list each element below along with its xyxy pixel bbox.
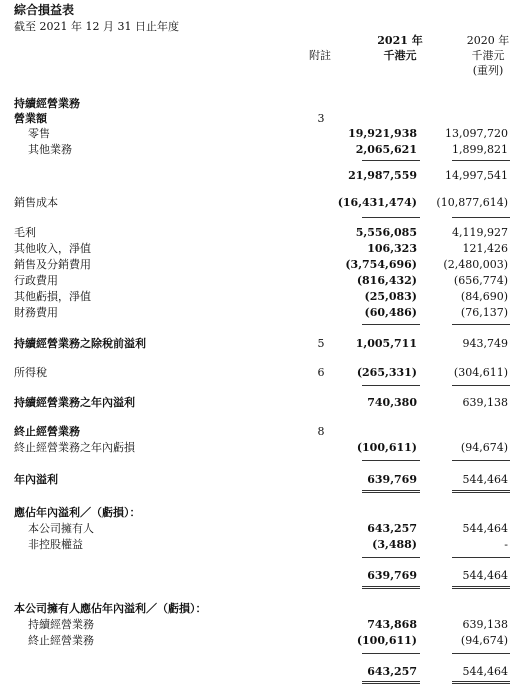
row-selling-label: 銷售及分銷費用: [14, 258, 91, 271]
section-discontinued: 終止經營業務: [14, 425, 80, 438]
year-2021-unit: 千港元: [383, 49, 417, 62]
row-own-total-2020: 544,464: [462, 665, 508, 678]
row-other-loss-2021: (25,083): [364, 290, 417, 303]
discontinued-note: 8: [317, 425, 325, 438]
double-rule: [362, 681, 420, 684]
section-revenue: 營業額: [14, 112, 47, 125]
row-pbt-note: 5: [317, 337, 325, 350]
statement-title: 綜合損益表: [14, 3, 75, 17]
row-pbt-2021: 1,005,711: [355, 337, 417, 350]
year-2021-header: 2021 年: [377, 34, 423, 47]
statement-period: 截至 2021 年 12 月 31 日止年度: [14, 20, 179, 33]
year-2020-unit: 千港元: [471, 49, 505, 62]
row-retail-2021: 19,921,938: [348, 127, 417, 140]
row-owners-2021: 643,257: [367, 522, 417, 535]
section-owners-attributable: 本公司擁有人應佔年內溢利／（虧損）：: [14, 602, 207, 615]
row-admin-2021: (816,432): [356, 274, 417, 287]
rule: [452, 324, 510, 325]
row-cost-of-sales-2020: (10,877,614): [436, 196, 508, 209]
rule: [362, 217, 420, 218]
rule: [452, 217, 510, 218]
row-tax-note: 6: [317, 366, 325, 379]
year-2020-restated: (重列): [472, 64, 504, 77]
row-other-business-label: 其他業務: [28, 143, 72, 156]
rule: [452, 557, 510, 558]
row-year-profit-2020: 544,464: [462, 473, 508, 486]
double-rule: [452, 586, 510, 589]
row-admin-2020: (656,774): [453, 274, 508, 287]
row-finance-label: 財務費用: [14, 306, 58, 319]
row-year-profit-label: 年內溢利: [14, 473, 58, 486]
row-tax-2021: (265,331): [356, 366, 417, 379]
rule: [362, 653, 420, 654]
revenue-note: 3: [317, 112, 325, 125]
rule: [362, 385, 420, 386]
row-year-profit-2021: 639,769: [367, 473, 417, 486]
row-cost-of-sales-2021: (16,431,474): [337, 196, 417, 209]
row-other-business-2021: 2,065,621: [355, 143, 417, 156]
row-gross-profit-2021: 5,556,085: [355, 226, 417, 239]
row-owners-label: 本公司擁有人: [28, 522, 94, 535]
row-own-cont-label: 持續經營業務: [28, 618, 94, 631]
row-tax-2020: (304,611): [453, 366, 508, 379]
row-pbt-2020: 943,749: [462, 337, 508, 350]
rule: [452, 653, 510, 654]
rule: [362, 324, 420, 325]
double-rule: [362, 490, 420, 493]
row-finance-2020: (76,137): [460, 306, 508, 319]
row-own-disc-2021: (100,611): [356, 634, 417, 647]
row-attrib-total-2021: 639,769: [367, 569, 417, 582]
section-attributable: 應佔年內溢利／（虧損）：: [14, 506, 141, 519]
row-attrib-total-2020: 544,464: [462, 569, 508, 582]
row-revenue-total-2021: 21,987,559: [348, 169, 417, 182]
double-rule: [452, 681, 510, 684]
row-owners-2020: 544,464: [462, 522, 508, 535]
rule: [452, 385, 510, 386]
row-disc-loss-2020: (94,674): [460, 441, 508, 454]
row-selling-2020: (2,480,003): [443, 258, 508, 271]
note-header: 附註: [309, 49, 331, 62]
row-finance-2021: (60,486): [364, 306, 417, 319]
row-other-loss-label: 其他虧損，淨值: [14, 290, 91, 303]
row-nci-label: 非控股權益: [28, 538, 83, 551]
row-selling-2021: (3,754,696): [345, 258, 417, 271]
rule: [362, 460, 420, 461]
year-2020-header: 2020 年: [466, 34, 510, 47]
rule: [362, 557, 420, 558]
row-own-total-2021: 643,257: [367, 665, 417, 678]
rule: [452, 460, 510, 461]
row-other-income-2021: 106,323: [367, 242, 417, 255]
row-nci-2020: -: [504, 538, 508, 551]
row-own-cont-2021: 743,868: [367, 618, 417, 631]
row-retail-2020: 13,097,720: [445, 127, 508, 140]
row-other-income-label: 其他收入，淨值: [14, 242, 91, 255]
row-own-disc-2020: (94,674): [460, 634, 508, 647]
row-disc-loss-label: 終止經營業務之年內虧損: [14, 441, 135, 454]
row-admin-label: 行政費用: [14, 274, 58, 287]
row-other-income-2020: 121,426: [462, 242, 508, 255]
row-cont-profit-2020: 639,138: [462, 396, 508, 409]
double-rule: [362, 586, 420, 589]
section-continuing: 持續經營業務: [14, 97, 80, 110]
row-cont-profit-label: 持續經營業務之年內溢利: [14, 396, 135, 409]
row-cont-profit-2021: 740,380: [367, 396, 417, 409]
row-nci-2021: (3,488): [372, 538, 417, 551]
rule: [362, 160, 420, 161]
row-tax-label: 所得稅: [14, 366, 47, 379]
row-disc-loss-2021: (100,611): [356, 441, 417, 454]
double-rule: [452, 490, 510, 493]
row-pbt-label: 持續經營業務之除稅前溢利: [14, 337, 146, 350]
row-gross-profit-label: 毛利: [14, 226, 36, 239]
row-other-loss-2020: (84,690): [460, 290, 508, 303]
row-own-cont-2020: 639,138: [462, 618, 508, 631]
row-gross-profit-2020: 4,119,927: [452, 226, 508, 239]
row-retail-label: 零售: [28, 127, 50, 140]
row-other-business-2020: 1,899,821: [452, 143, 508, 156]
row-own-disc-label: 終止經營業務: [28, 634, 94, 647]
row-cost-of-sales-label: 銷售成本: [14, 196, 58, 209]
row-revenue-total-2020: 14,997,541: [445, 169, 508, 182]
rule: [452, 160, 510, 161]
